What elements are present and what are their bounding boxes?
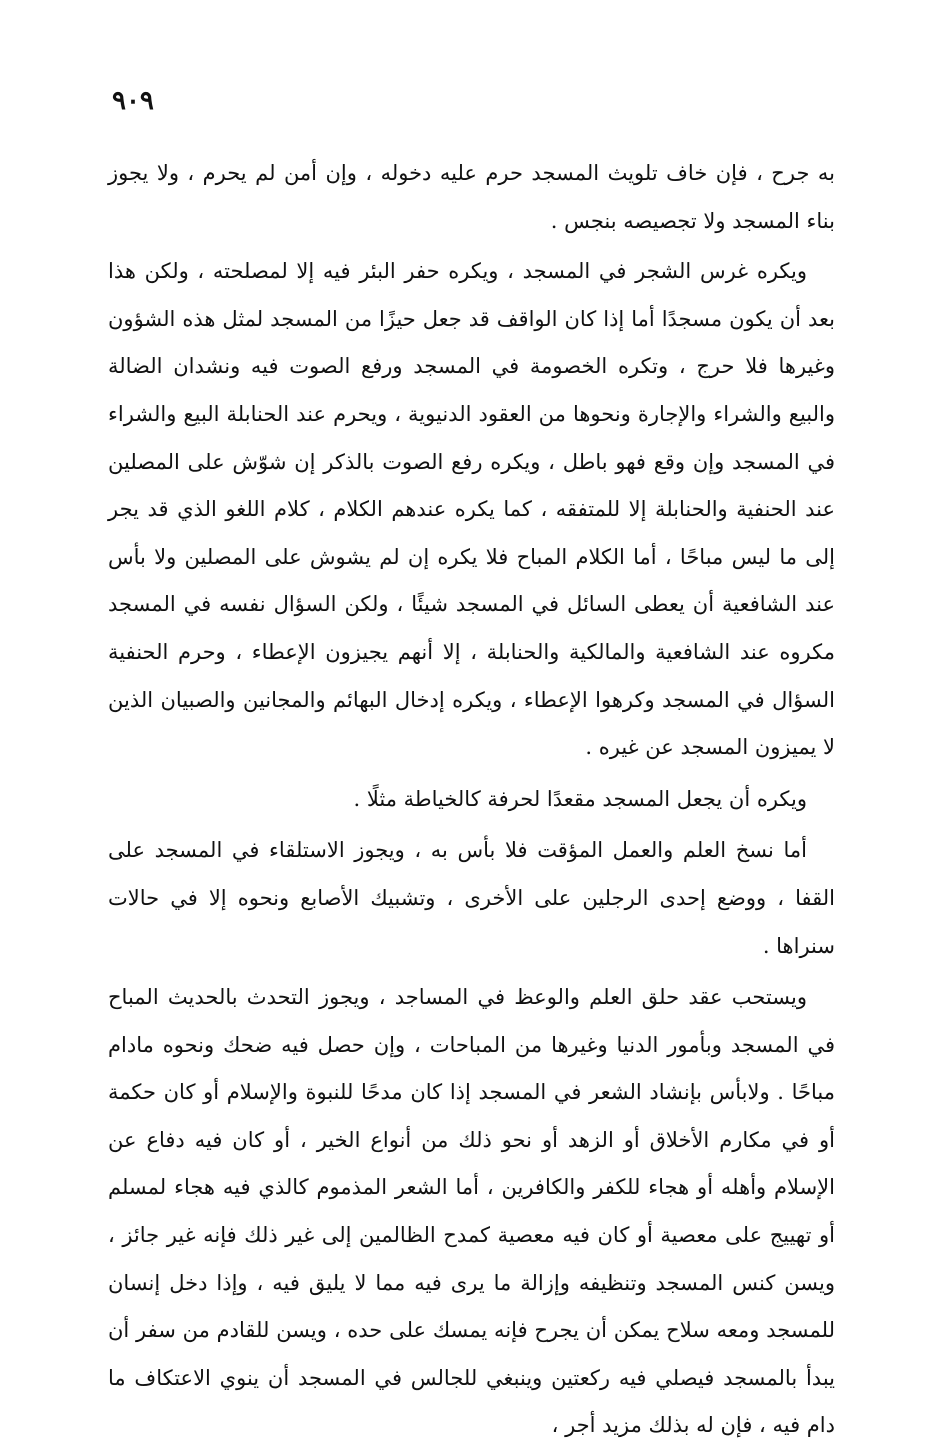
paragraph-5: ويستحب عقد حلق العلم والوعظ في المساجد ، ويجوز التحدث بالحديث المباح في المسجد وبأمور الدنيا وغيرها من المباحات ، وإن حصل فيه ضحك ونحوه مادام مباحًا . ولابأس بإنشاد الشعر في المسجد إذا كان مدحًا للنبوة والإسلام أو كان حكمة أو في مكارم الأخلاق أو الزهد أو نحو ذلك من أنواع الخير ، أو كان فيه دفاع عن الإسلام وأهله أو هجاء للكفر والكافرين ، أما الشعر المذموم كالذي فيه هجاء لمسلم أو تهييج على معصية أو كان فيه معصية كمدح الظالمين إلى غير ذلك فإنه غير جائز ، ويسن كنس المسجد وتنظيفه وإزالة ما يرى فيه مما لا يليق فيه ، وإذا دخل إنسان للمسجد ومعه سلاح يمكن أن يجرح فإنه يمسك على حده ، ويسن للقادم من سفر أن يبدأ بالمسجد فيصلي فيه ركعتين وينبغي للجالس في المسجد أن ينوي الاعتكاف ما دام فيه ، فإن له بذلك مزيد أجر ،	[108, 985, 835, 1438]
page-number: ٩٠٩	[112, 86, 154, 116]
body-text	[108, 150, 835, 1450]
paragraph-2: ويكره غرس الشجر في المسجد ، ويكره حفر البئر فيه إلا لمصلحته ، ولكن هذا بعد أن يكون مسجدًا أما إذا كان الواقف قد جعل حيزًا من المسجد لمثل هذه الشؤون وغيرها فلا حرج ، وتكره الخصومة في المسجد ورفع الصوت فيه ونشدان الضالة والبيع والشراء والإجارة ونحوها من العقود الدنيوية ، ويحرم عند الحنابلة البيع والشراء في المسجد وإن وقع فهو باطل ، ويكره رفع الصوت بالذكر إن شوّش على المصلين عند الحنفية والحنابلة إلا للمتفقه ، كما يكره عندهم الكلام ، كلام اللغو الذي قد يجر إلى ما ليس مباحًا ، أما الكلام المباح فلا يكره إن لم يشوش على المصلين ولا بأس عند الشافعية أن يعطى السائل في المسجد شيئًا ، ولكن السؤال نفسه في المسجد مكروه عند الشافعية والمالكية والحنابلة ، إلا أنهم يجيزون الإعطاء ، وحرم الحنفية السؤال في المسجد وكرهوا الإعطاء ، ويكره إدخال البهائم والمجانين والصبيان الذين لا يميزون المسجد عن غيره .	[108, 259, 835, 760]
paragraph-4: أما نسخ العلم والعمل المؤقت فلا بأس به ، ويجوز الاستلقاء في المسجد على القفا ، ووضع إحدى الرجلين على الأخرى ، وتشبيك الأصابع ونحوه إلا في حالات سنراها .	[108, 838, 835, 958]
paragraph-1: به جرح ، فإن خاف تلويث المسجد حرم عليه دخوله ، وإن أمن لم يحرم ، ولا يجوز بناء المسجد ولا تجصيصه بنجس .	[108, 161, 835, 233]
paragraph-3: ويكره أن يجعل المسجد مقعدًا لحرفة كالخياطة مثلًا .	[353, 786, 807, 811]
